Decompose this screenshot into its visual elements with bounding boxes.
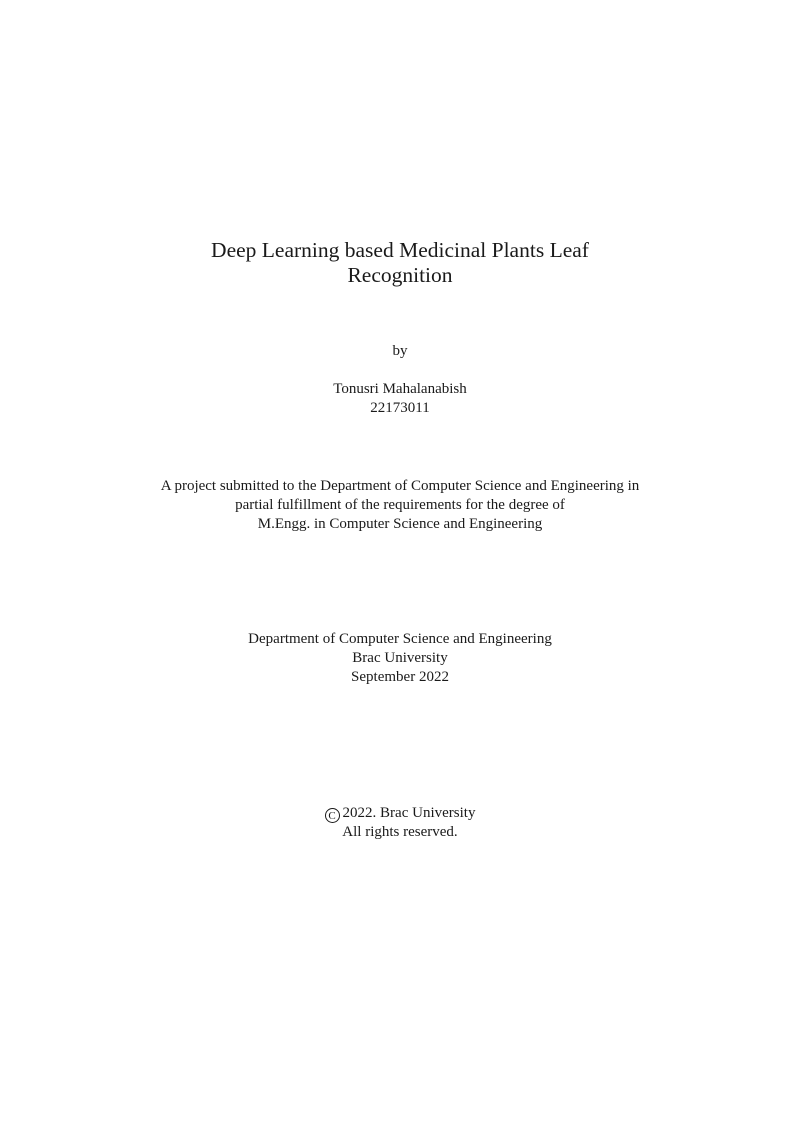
by-label (0, 342, 800, 361)
author-name: Tonusri Mahalanabish (333, 381, 467, 397)
statement-line-3: M.Engg. in Computer Science and Engineering (257, 516, 543, 532)
submission-statement (0, 477, 800, 534)
university-name: Brac University (352, 650, 448, 666)
affiliation-block (0, 630, 800, 687)
rights-reserved: All rights reserved. (342, 824, 458, 840)
copyright-icon: C (325, 808, 340, 823)
author-block (0, 380, 800, 418)
by-text: by (392, 343, 408, 359)
copyright-text: 2022. Brac University (342, 805, 476, 821)
student-id: 22173011 (370, 400, 430, 416)
thesis-title (0, 238, 800, 288)
statement-line-1: A project submitted to the Department of Computer Science and Engineering in (160, 478, 640, 494)
thesis-title-line-2: Recognition (347, 263, 453, 287)
department-name: Department of Computer Science and Engineering (248, 631, 552, 647)
thesis-title-line-1: Deep Learning based Medicinal Plants Leaf (211, 238, 589, 262)
copyright-block (0, 804, 800, 842)
statement-line-2: partial fulfillment of the requirements for the degree of (235, 497, 565, 513)
submission-date: September 2022 (351, 669, 449, 685)
copyright-line (0, 804, 800, 823)
